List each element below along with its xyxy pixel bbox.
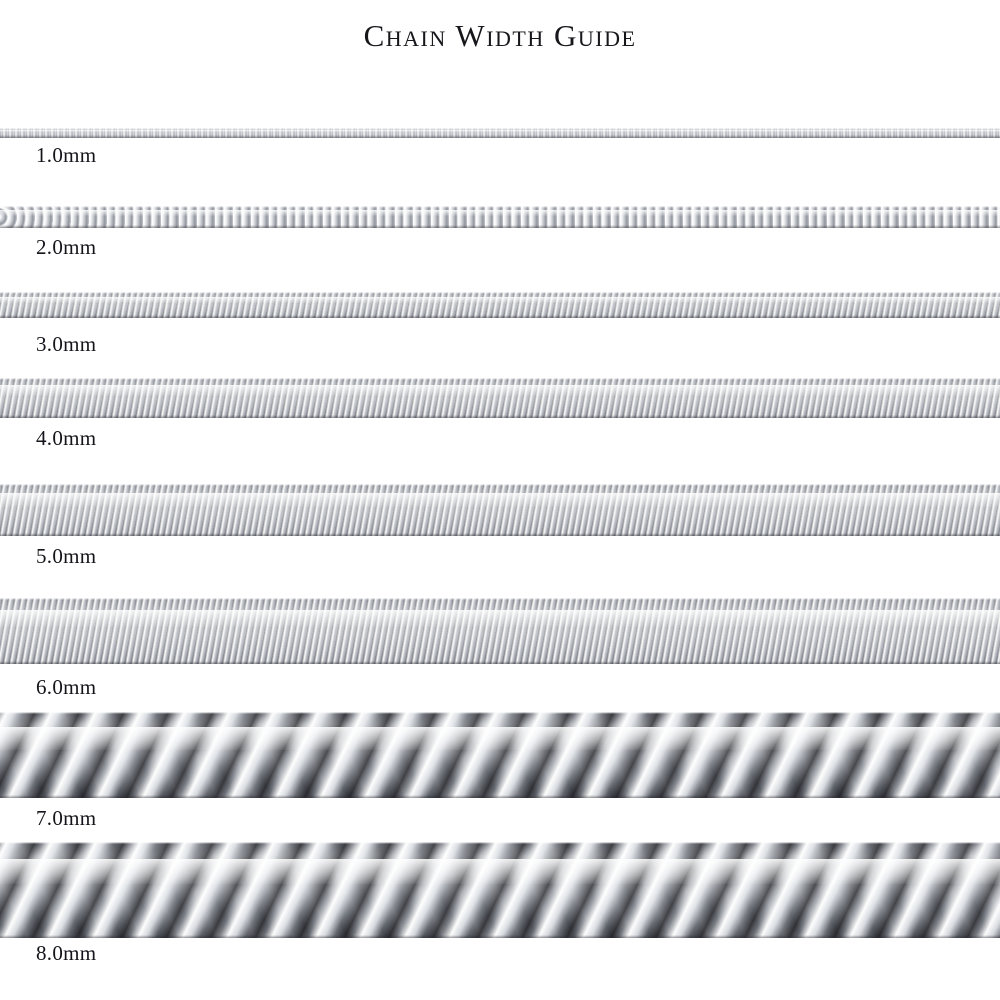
chain-strand [0, 484, 1000, 536]
chain-width-label: 4.0mm [36, 426, 97, 450]
chain-strand [0, 128, 1000, 138]
chain-sample-5-0mm [0, 484, 1000, 536]
chain-texture [0, 292, 1000, 318]
chain-width-label: 8.0mm [36, 941, 97, 965]
chain-sample-3-0mm [0, 292, 1000, 318]
chain-texture [0, 206, 1000, 228]
chain-sample-1-0mm [0, 128, 1000, 138]
chain-texture [0, 842, 1000, 938]
chain-width-label: 2.0mm [36, 235, 97, 259]
chain-width-label: 3.0mm [36, 332, 97, 356]
chain-width-label: 6.0mm [36, 675, 97, 699]
chain-width-label: 1.0mm [36, 143, 97, 167]
chain-sample-7-0mm [0, 712, 1000, 798]
chain-texture [0, 712, 1000, 798]
chain-strand [0, 842, 1000, 938]
chain-sample-8-0mm [0, 842, 1000, 938]
chain-sample-4-0mm [0, 378, 1000, 418]
chain-strand [0, 378, 1000, 418]
chain-sample-6-0mm [0, 598, 1000, 664]
chain-strand [0, 206, 1000, 228]
chain-strand [0, 712, 1000, 798]
chain-texture [0, 598, 1000, 664]
chain-strand [0, 598, 1000, 664]
chain-strand [0, 292, 1000, 318]
page-title: Chain Width Guide [363, 18, 637, 53]
chain-width-label: 5.0mm [36, 544, 97, 568]
chain-texture [0, 378, 1000, 418]
chain-width-label: 7.0mm [36, 806, 97, 830]
chain-sample-2-0mm [0, 206, 1000, 228]
chain-texture [0, 484, 1000, 536]
chain-texture [0, 128, 1000, 138]
